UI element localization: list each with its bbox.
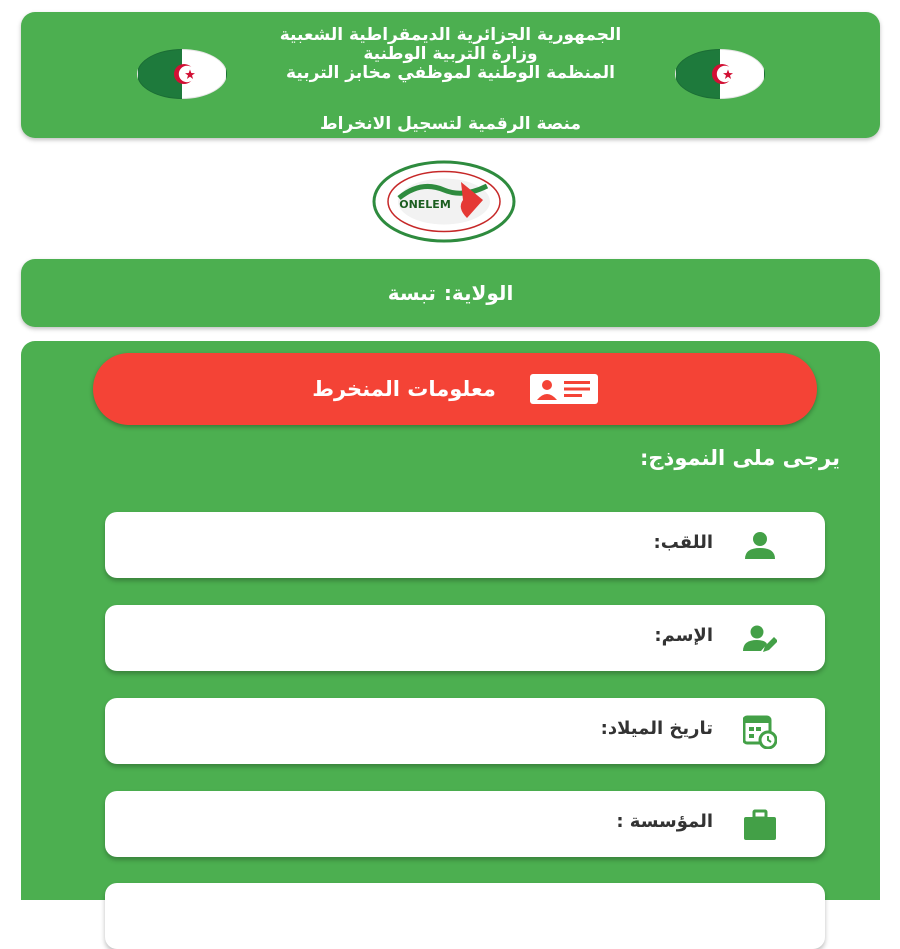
header-line-1: الجمهورية الجزائرية الديمقراطية الشعبية	[279, 25, 622, 45]
firstname-input[interactable]	[125, 621, 569, 657]
birthdate-label: تاريخ الميلاد:	[600, 718, 713, 739]
onelem-logo	[371, 160, 517, 243]
header-lines	[191, 26, 710, 83]
algeria-flag-icon	[675, 49, 765, 99]
form-prompt: يرجى ملى النموذج:	[640, 446, 840, 470]
firstname-field[interactable]	[105, 605, 825, 671]
calendar-clock-icon	[743, 715, 777, 749]
wilaya-value: تبسة	[387, 281, 436, 305]
logo-text: ONELEM	[399, 198, 451, 211]
member-info-label: معلومات المنخرط	[312, 377, 496, 401]
header-line-3: المنظمة الوطنية لموظفي مخابز التربية	[286, 63, 615, 83]
surname-label: اللقب:	[653, 532, 713, 553]
person-edit-icon	[743, 622, 777, 656]
person-icon	[743, 529, 777, 563]
surname-input[interactable]	[125, 528, 569, 564]
id-card-icon	[530, 374, 598, 404]
wilaya-card	[21, 259, 880, 327]
institution-input[interactable]	[125, 807, 569, 843]
header-subtitle: منصة الرقمية لتسجيل الانخراط	[319, 114, 581, 134]
header-line-2: وزارة التربية الوطنية	[363, 44, 538, 64]
wilaya-label: الولاية:	[443, 281, 514, 305]
next-field[interactable]	[105, 883, 825, 949]
institution-field[interactable]	[105, 791, 825, 857]
briefcase-icon	[743, 808, 777, 842]
birthdate-input[interactable]	[125, 714, 569, 750]
member-info-button[interactable]	[93, 353, 817, 425]
algeria-flag-icon	[137, 49, 227, 99]
institution-label: المؤسسة :	[616, 811, 713, 832]
birthdate-field[interactable]	[105, 698, 825, 764]
surname-field[interactable]	[105, 512, 825, 578]
firstname-label: الإسم:	[654, 625, 713, 646]
